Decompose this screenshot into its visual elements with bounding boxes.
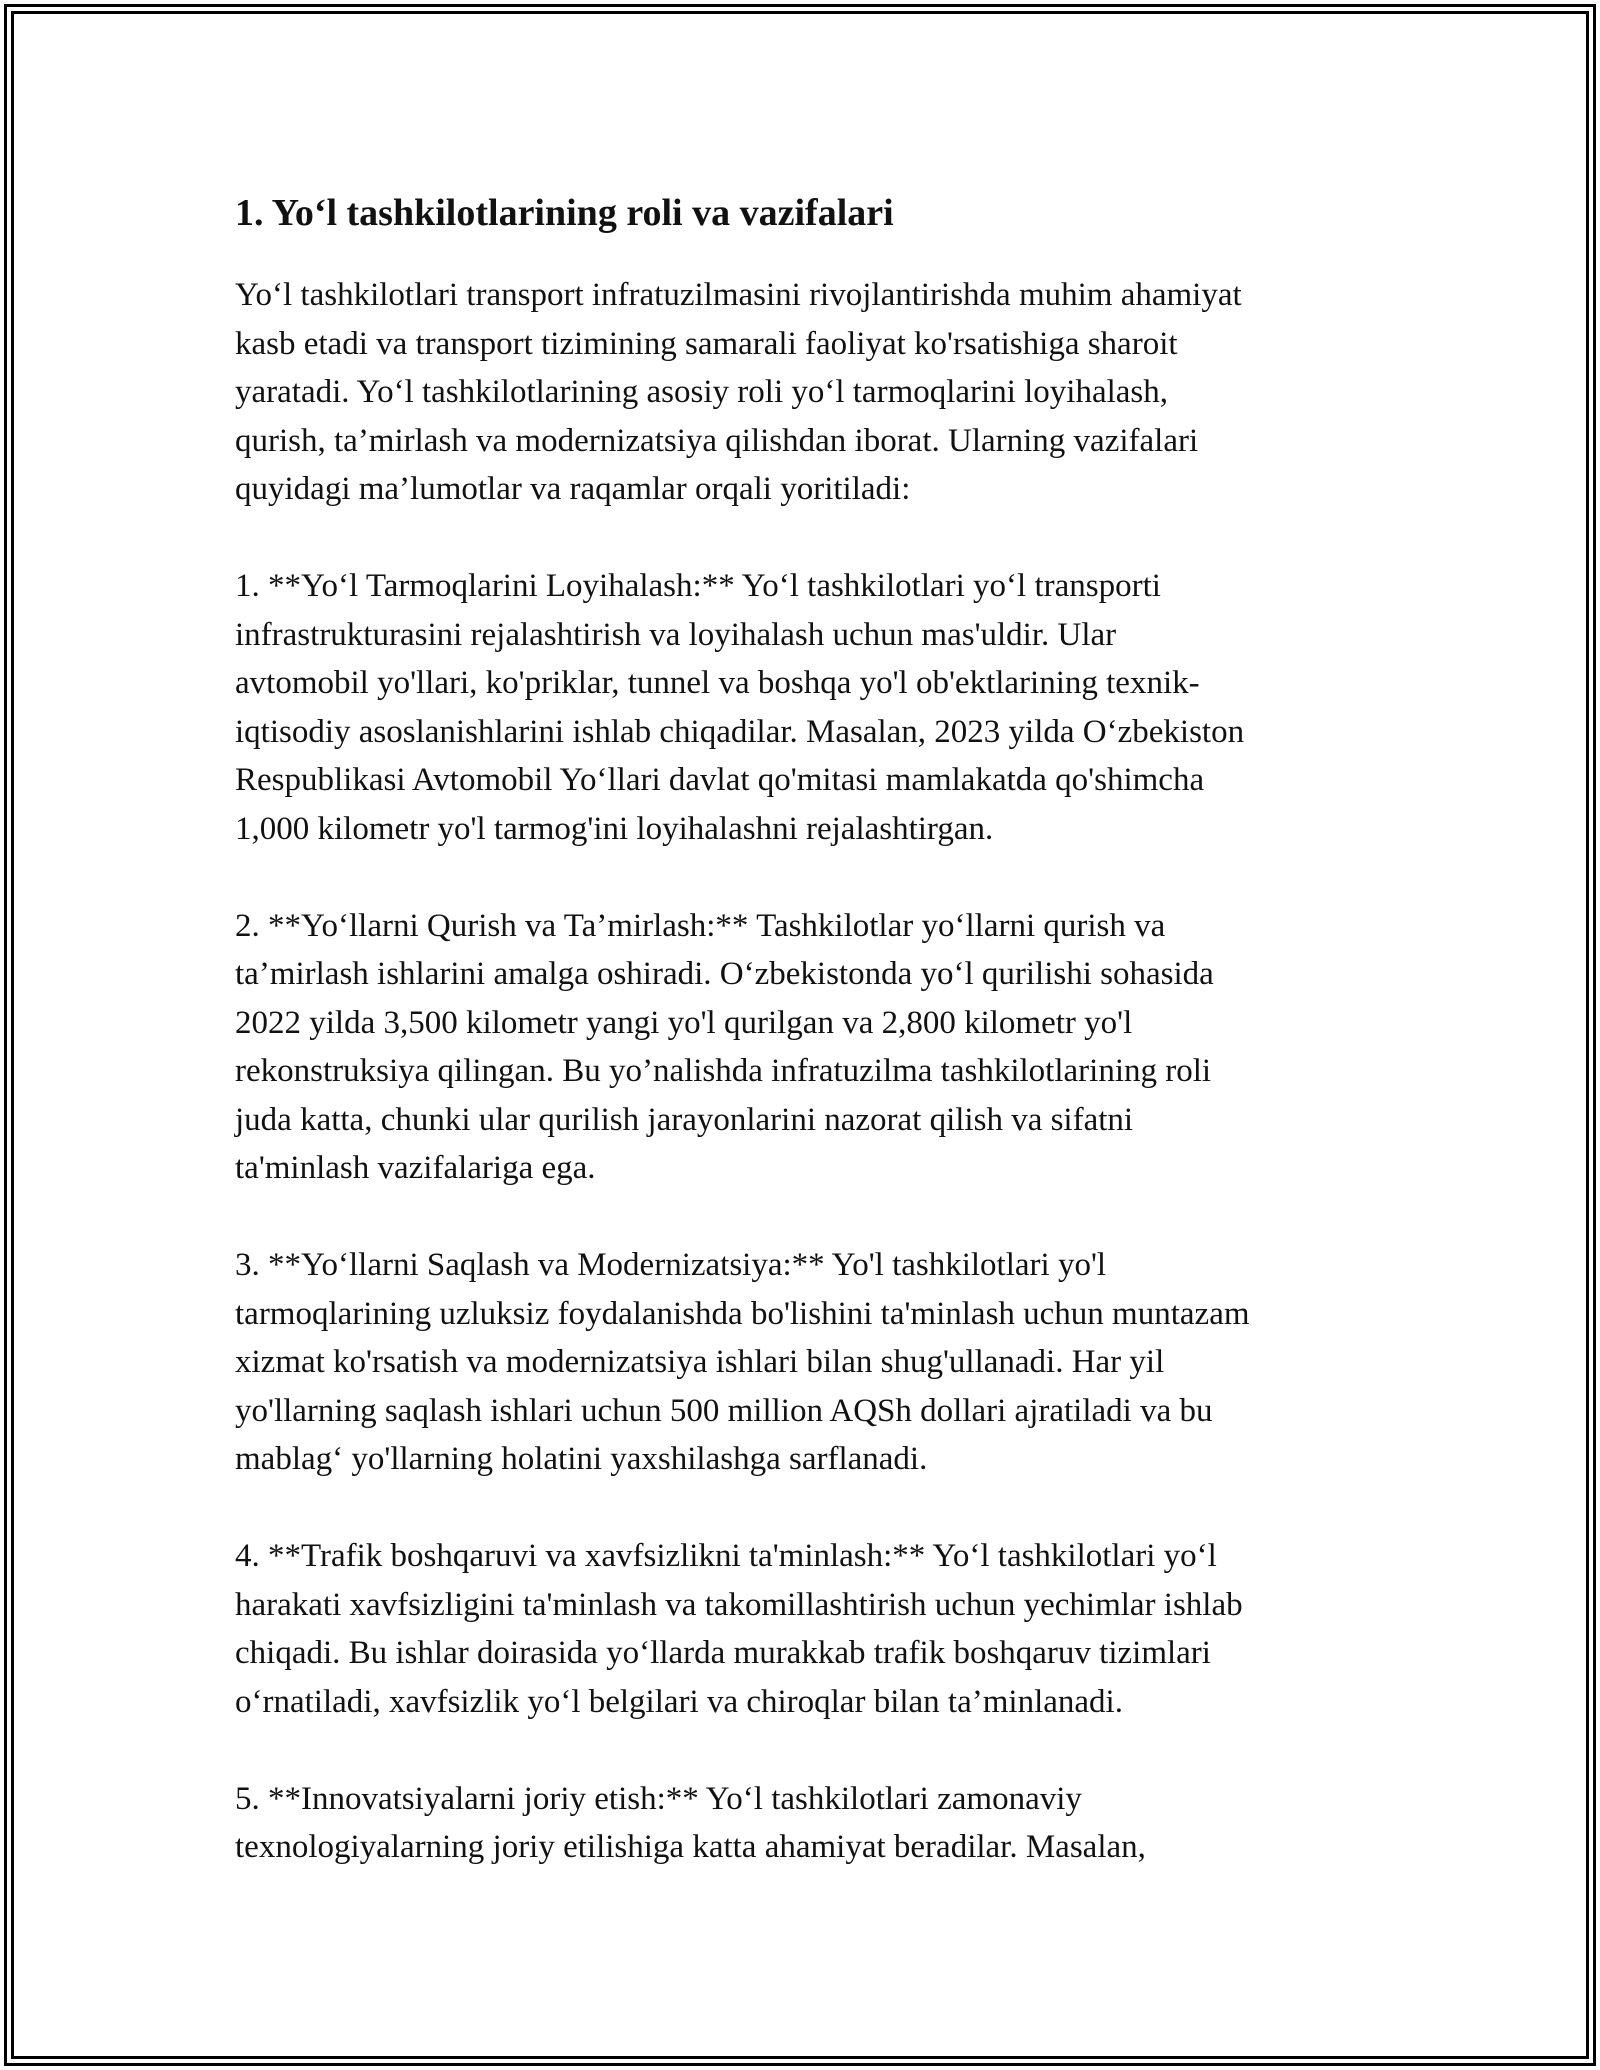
text-line: kasb etadi va transport tizimining samarali faoliyat ko'rsatishiga sharoit [235,325,1178,362]
text-line: 4. **Trafik boshqaruvi va xavfsizlikni ta'minlash:** Yo‘l tashkilotlari yo‘l [235,1538,1217,1574]
text-line: 2022 yilda 3,500 kilometr yangi yo'l qurilgan va 2,800 kilometr yo'l [235,1004,1133,1041]
document-body [235,185,1375,1872]
paragraph-gap [235,1193,1375,1242]
section-heading: 1. Yo‘l tashkilotlarining roli va vazifalari [235,192,894,234]
text-line: 1. **Yo‘l Tarmoqlarini Loyihalash:** Yo‘l tashkilotlari yo‘l transporti [235,568,1161,604]
text-line: 3. **Yo‘llarni Saqlash va Modernizatsiya:** Yo'l tashkilotlari yo'l [235,1247,1107,1283]
text-line: avtomobil yo'llari, ko'priklar, tunnel va boshqa yo'l ob'ektlarining texnik- [235,665,1200,701]
text-line: juda katta, chunki ular qurilish jarayonlarini nazorat qilish va sifatni [235,1101,1134,1138]
list-item-3-paragraph [235,1241,1375,1484]
text-line: yaratadi. Yo‘l tashkilotlarining asosiy roli yo‘l tarmoqlarini loyihalash, [235,374,1169,410]
text-line: 2. **Yo‘llarni Qurish va Ta’mirlash:** Tashkilotlar yo‘llarni qurish va [235,907,1166,944]
text-line: iqtisodiy asoslanishlarini ishlab chiqadilar. Masalan, 2023 yilda O‘zbekiston [235,713,1245,750]
text-line: chiqadi. Bu ishlar doirasida yo‘llarda murakkab trafik boshqaruv tizimlari [235,1635,1211,1671]
paragraph-gap [235,853,1375,902]
text-line: rekonstruksiya qilingan. Bu yo’nalishda infratuzilma tashkilotlarining roli [235,1053,1212,1089]
text-line: 1,000 kilometr yo'l tarmog'ini loyihalashni rejalashtirgan. [235,810,994,847]
text-line: 5. **Innovatsiyalarni joriy etish:** Yo‘l tashkilotlari zamonaviy [235,1780,1082,1817]
text-line: qurish, ta’mirlash va modernizatsiya qilishdan iborat. Ularning vazifalari [235,422,1199,459]
intro-paragraph [235,271,1375,514]
text-line: texnologiyalarning joriy etilishiga katta ahamiyat beradilar. Masalan, [235,1829,1146,1865]
paragraph-gap [235,1484,1375,1533]
text-line: quyidagi ma’lumotlar va raqamlar orqali yoritiladi: [235,471,911,507]
paragraph-gap [235,514,1375,563]
text-line: tarmoqlarining uzluksiz foydalanishda bo'lishini ta'minlash uchun muntazam [235,1295,1250,1332]
list-item-4-paragraph [235,1532,1375,1726]
text-line: o‘rnatiladi, xavfsizlik yo‘l belgilari va chiroqlar bilan ta’minlanadi. [235,1683,1123,1720]
text-line: xizmat ko'rsatish va modernizatsiya ishlari bilan shug'ullanadi. Har yil [235,1344,1165,1380]
text-line: Respublikasi Avtomobil Yo‘llari davlat qo'mitasi mamlakatda qo'shimcha [235,762,1205,798]
list-item-5-paragraph [235,1775,1375,1872]
list-item-1-paragraph [235,562,1375,853]
list-item-2-paragraph [235,902,1375,1193]
text-line: ta'minlash vazifalariga ega. [235,1150,596,1186]
text-line: mablag‘ yo'llarning holatini yaxshilashga sarflanadi. [235,1441,928,1477]
text-line: yo'llarning saqlash ishlari uchun 500 million AQSh dollari ajratiladi va bu [235,1392,1213,1429]
text-line: infrastrukturasini rejalashtirish va loyihalash uchun mas'uldir. Ular [235,616,1117,653]
text-line: harakati xavfsizligini ta'minlash va takomillashtirish uchun yechimlar ishlab [235,1586,1243,1623]
text-line: ta’mirlash ishlarini amalga oshiradi. O‘zbekistonda yo‘l qurilishi sohasida [235,956,1214,992]
paragraph-gap [235,1726,1375,1775]
text-line: Yo‘l tashkilotlari transport infratuzilmasini rivojlantirishda muhim ahamiyat [235,277,1242,313]
